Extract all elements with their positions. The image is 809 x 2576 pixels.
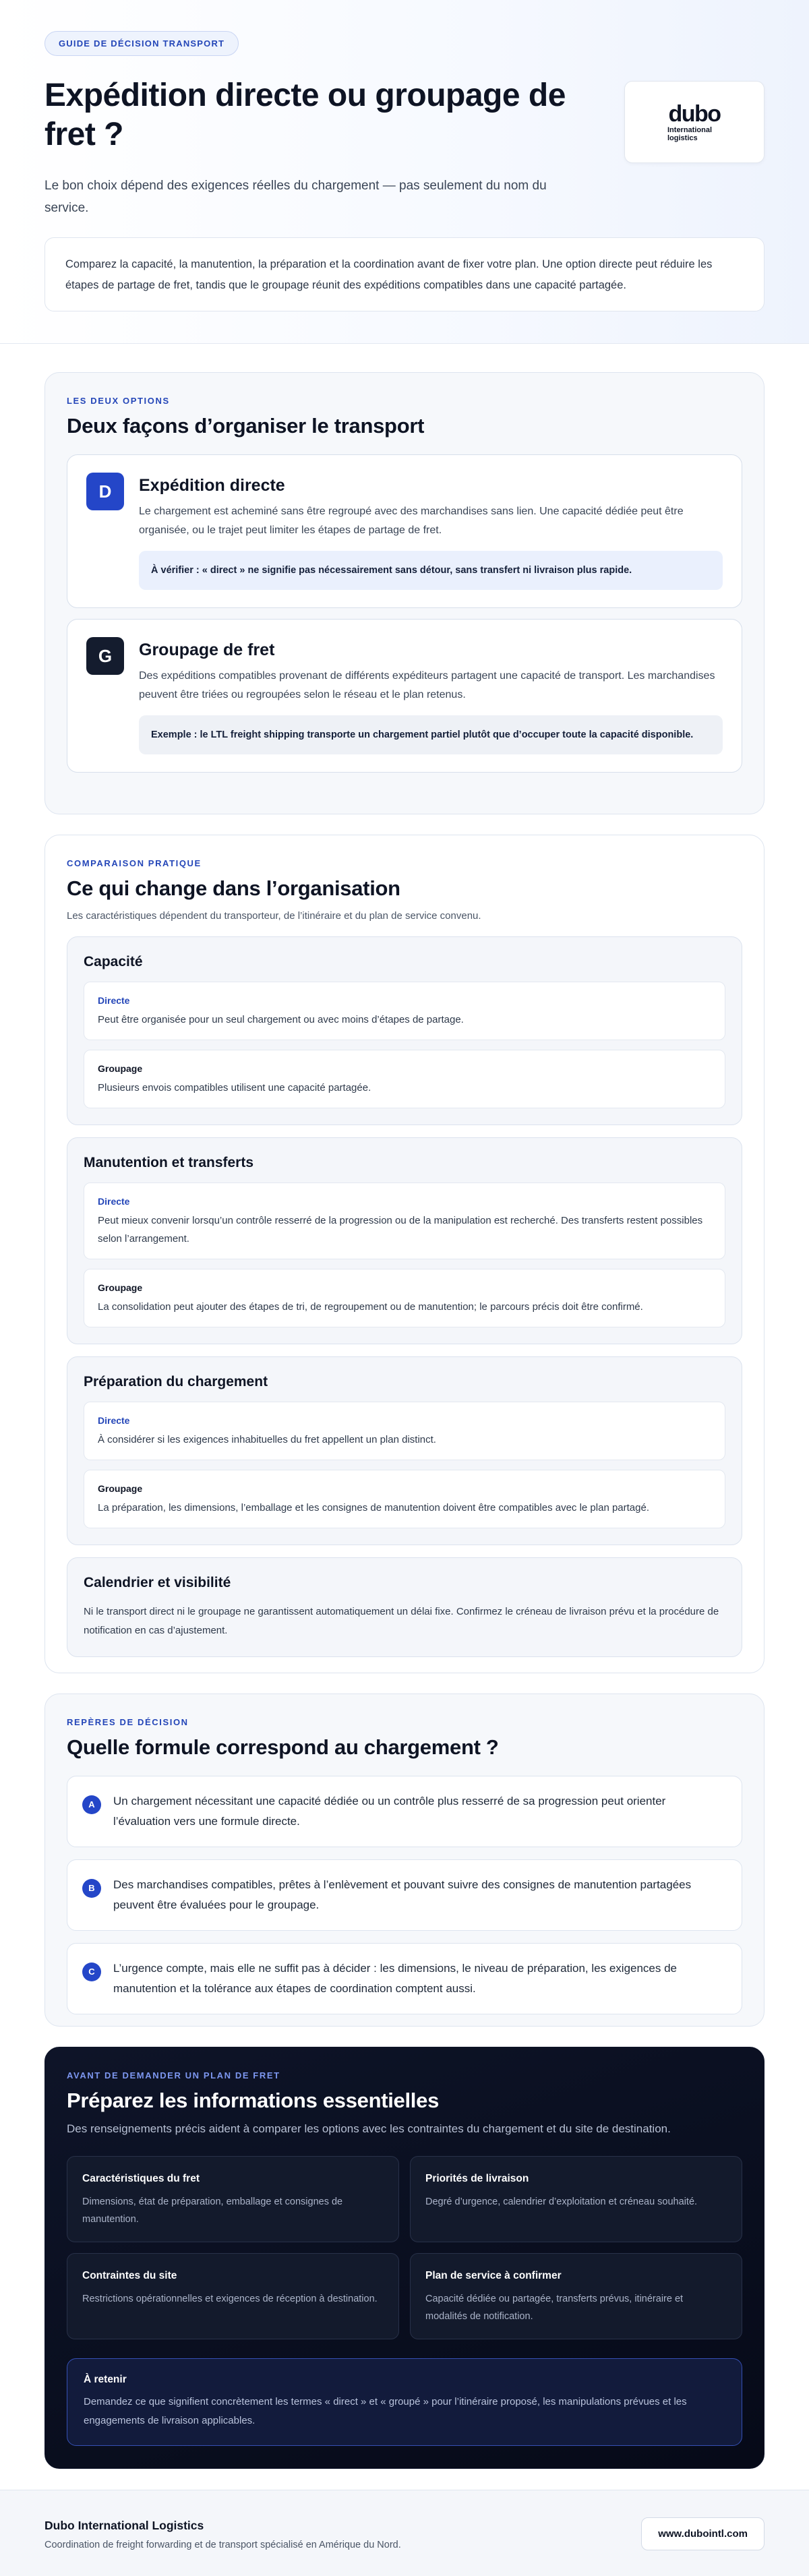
item-text: La préparation, les dimensions, l’emballage et les consignes de manutention doivent être compatibles avec le plan partagé.: [98, 1502, 649, 1514]
guide-eyebrow-badge: GUIDE DE DÉCISION TRANSPORT: [44, 31, 239, 56]
logo-line-2: logistics: [667, 134, 698, 142]
website-link-button[interactable]: www.dubointl.com: [641, 2517, 765, 2550]
comparison-title: Ce qui change dans l’organisation: [67, 876, 400, 900]
item-text: À considérer si les exigences inhabituelles du fret appellent un plan distinct.: [98, 1434, 436, 1445]
letter-a-icon: A: [82, 1795, 101, 1814]
group-title: Manutention et transferts: [84, 1155, 254, 1170]
item-text: Peut être organisée pour un seul chargement ou avec moins d’étapes de partage.: [98, 1014, 464, 1025]
prepare-eyebrow: AVANT DE DEMANDER UN PLAN DE FRET: [67, 2070, 280, 2080]
letter-c-icon: C: [82, 1963, 101, 1981]
card-text: Capacité dédiée ou partagée, transferts prévus, itinéraire et modalités de notification.: [425, 2294, 684, 2322]
prepare-card-service-plan: [410, 2253, 742, 2339]
decision-section: [44, 1694, 765, 2027]
logo-line-1: International: [667, 126, 713, 134]
prepare-subtitle: Des renseignements précis aident à comparer les options avec les contraintes du chargement et du site de destination.: [67, 2122, 671, 2135]
group-title: Capacité: [84, 954, 143, 969]
card-title: Priorités de livraison: [425, 2173, 529, 2184]
comparison-section: [44, 835, 765, 1673]
option-text: Le chargement est acheminé sans être regroupé avec des marchandises sans lien. Une capacité dédiée peut être organisée, ou le trajet peut limiter les étapes de partage de fret.: [139, 506, 684, 536]
prepare-card-site: [67, 2253, 399, 2339]
prepare-card-priorities: [410, 2156, 742, 2242]
option-text: Des expéditions compatibles provenant de différents expéditeurs partagent une capacité de transport. Les marchandises peuvent être triées ou regroupées selon le réseau et le plan retenus.: [139, 670, 715, 700]
dubo-logo-icon: [654, 98, 735, 146]
item-label: Directe: [98, 995, 130, 1006]
comparison-group-preparation: [67, 1356, 742, 1545]
item-label: Groupage: [98, 1282, 143, 1293]
decision-text: Un chargement nécessitant une capacité dédiée ou un contrôle plus resserré de sa progression peut orienter l’évaluation vers une formule directe.: [113, 1795, 666, 1828]
card-text: Restrictions opérationnelles et exigences de réception à destination.: [82, 2294, 378, 2304]
option-card-direct: [67, 454, 742, 608]
footer-tagline: Coordination de freight forwarding et de transport spécialisé en Amérique du Nord.: [44, 2540, 401, 2550]
direct-badge-icon: D: [86, 473, 124, 510]
item-text: Peut mieux convenir lorsqu’un contrôle resserré de la progression ou de la manipulation est recherché. Des transferts restent possibles selon l’arrangement.: [98, 1215, 703, 1245]
retain-callout: [67, 2358, 742, 2446]
prepare-grid: [67, 2156, 742, 2339]
footer-company-name: Dubo International Logistics: [44, 2519, 204, 2532]
item-text: Plusieurs envois compatibles utilisent une capacité partagée.: [98, 1082, 371, 1094]
comparison-subtitle: Les caractéristiques dépendent du transporteur, de l’itinéraire et du plan de service convenu.: [67, 910, 481, 922]
comparison-item-groupage: [84, 1470, 725, 1528]
comparison-group-capacity: [67, 936, 742, 1125]
hero-lead: Le bon choix dépend des exigences réelles du chargement — pas seulement du nom du service.: [44, 179, 547, 215]
intro-card: [44, 237, 765, 311]
item-label: Directe: [98, 1196, 130, 1207]
decision-text: Des marchandises compatibles, prêtes à l’enlèvement et pouvant suivre des consignes de manutention partagées peuvent être évaluées pour le groupage.: [113, 1878, 692, 1911]
prepare-card-freight: [67, 2156, 399, 2242]
retain-text: Demandez ce que signifient concrètement les termes « direct » et « groupé » pour l’itinéraire proposé, les manipulations prévues et les engagements de livraison applicables.: [84, 2396, 687, 2426]
comparison-group-handling: [67, 1137, 742, 1344]
options-section: [44, 372, 765, 814]
logo-wordmark: dubo: [668, 101, 721, 127]
decision-text: L’urgence compte, mais elle ne suffit pas à décider : les dimensions, le niveau de préparation, les exigences de manutention et la tolérance aux étapes de coordination comptent aussi.: [113, 1962, 678, 1995]
group-text: Ni le transport direct ni le groupage ne garantissent automatiquement un délai fixe. Confirmez le créneau de livraison prévu et la procédure de notification en cas d’ajustement.: [84, 1606, 719, 1636]
option-note: À vérifier : « direct » ne signifie pas nécessairement sans détour, sans transfert ni livraison plus rapide.: [139, 551, 723, 590]
card-title: Plan de service à confirmer: [425, 2270, 562, 2281]
options-title: Deux façons d’organiser le transport: [67, 414, 425, 438]
item-label: Groupage: [98, 1483, 143, 1494]
card-text: Degré d’urgence, calendrier d’exploitation et créneau souhaité.: [425, 2196, 698, 2207]
decision-item-b: [67, 1859, 742, 1931]
option-title: Expédition directe: [139, 476, 285, 495]
group-title: Calendrier et visibilité: [84, 1575, 231, 1590]
page-title: Expédition directe ou groupage de fret ?: [44, 78, 566, 152]
card-title: Caractéristiques du fret: [82, 2173, 200, 2184]
comparison-item-direct: [84, 1182, 725, 1259]
item-label: Groupage: [98, 1063, 143, 1074]
company-logo: [624, 81, 765, 163]
card-title: Contraintes du site: [82, 2270, 177, 2281]
hero-header: [0, 0, 809, 344]
card-text: Dimensions, état de préparation, emballage et consignes de manutention.: [82, 2196, 343, 2225]
item-text: La consolidation peut ajouter des étapes de tri, de regroupement ou de manutention; le parcours précis doit être confirmé.: [98, 1301, 643, 1313]
groupage-badge-icon: G: [86, 637, 124, 675]
decision-item-a: [67, 1776, 742, 1847]
comparison-eyebrow: COMPARAISON PRATIQUE: [67, 858, 202, 868]
item-label: Directe: [98, 1415, 130, 1426]
comparison-item-groupage: [84, 1269, 725, 1327]
comparison-group-timing: [67, 1557, 742, 1657]
comparison-item-groupage: [84, 1050, 725, 1108]
option-note: Exemple : le LTL freight shipping transporte un chargement partiel plutôt que d’occuper toute la capacité disponible.: [139, 715, 723, 754]
decision-eyebrow: REPÈRES DE DÉCISION: [67, 1717, 189, 1727]
page-footer: [0, 2490, 809, 2576]
prepare-section: [44, 2047, 765, 2469]
option-card-groupage: [67, 619, 742, 773]
option-title: Groupage de fret: [139, 640, 275, 659]
comparison-item-direct: [84, 982, 725, 1040]
intro-text: Comparez la capacité, la manutention, la préparation et la coordination avant de fixer votre plan. Une option directe peut réduire les étapes de partage de fret, tandis que le groupage réunit des expéditions compatibles dans une capacité partagée.: [65, 258, 713, 291]
options-eyebrow: LES DEUX OPTIONS: [67, 396, 170, 406]
decision-title: Quelle formule correspond au chargement ?: [67, 1735, 499, 1759]
letter-b-icon: B: [82, 1879, 101, 1898]
retain-title: À retenir: [84, 2374, 127, 2385]
comparison-item-direct: [84, 1402, 725, 1460]
group-title: Préparation du chargement: [84, 1374, 268, 1389]
prepare-title: Préparez les informations essentielles: [67, 2089, 440, 2112]
decision-item-c: [67, 1943, 742, 2014]
